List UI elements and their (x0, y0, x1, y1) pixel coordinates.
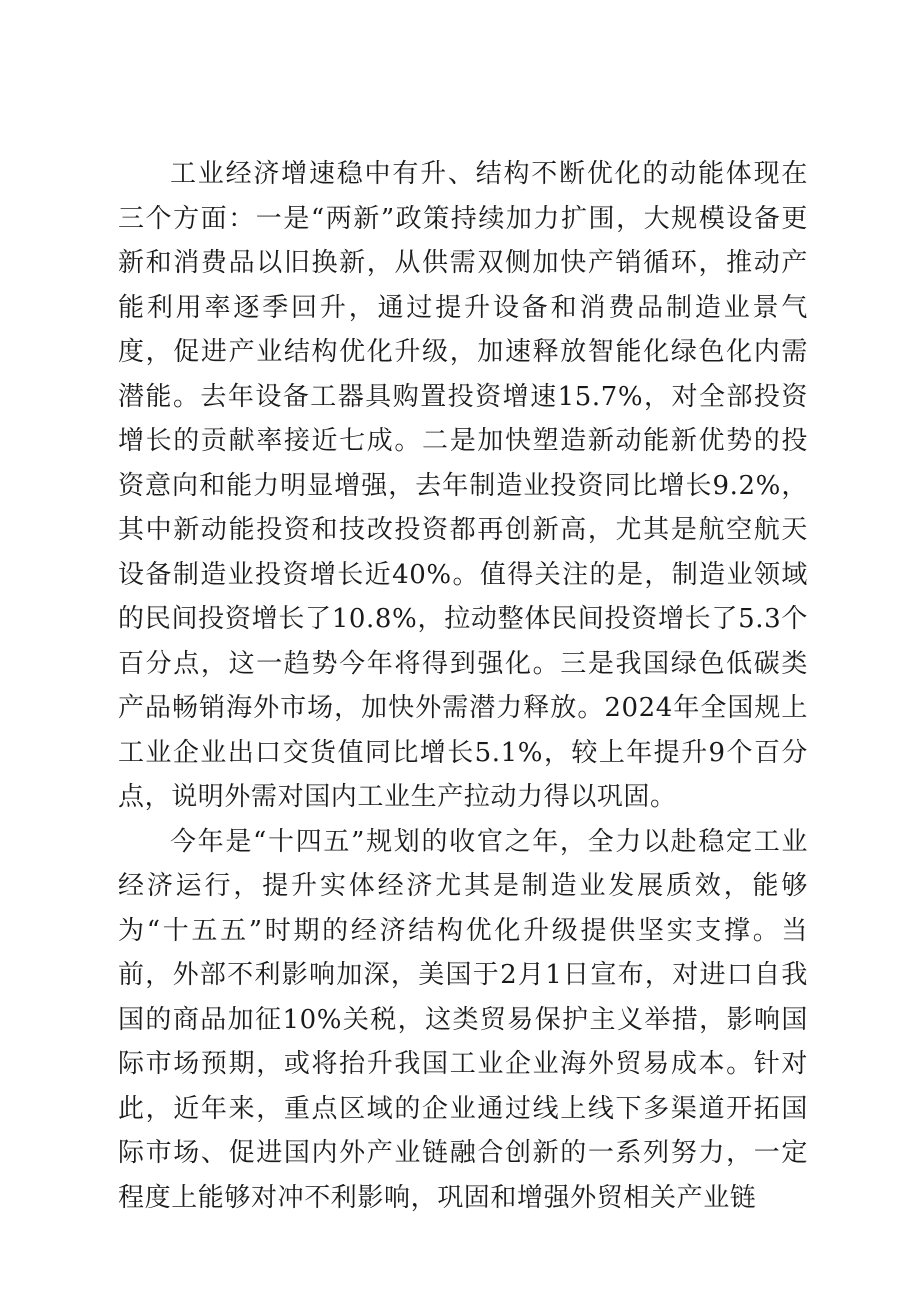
paragraph-industrial-economy-drivers: 工业经济增速稳中有升、结构不断优化的动能体现在三个方面：一是“两新”政策持续加力扩围，大规模设备更新和消费品以旧换新，从供需双侧加快产销循环，推动产能利用率逐季回升，通过提升设备和消费品制造业景气度，促进产业结构优化升级，加速释放智能化绿色化内需潜能。去年设备工器具购置投资增速15.7%，对全部投资增长的贡献率接近七成。二是加快塑造新动能新优势的投资意向和能力明显增强，去年制造业投资同比增长9.2%，其中新动能投资和技改投资都再创新高，尤其是航空航天设备制造业投资增长近40%。值得关注的是，制造业领域的民间投资增长了10.8%，拉动整体民间投资增长了5.3个百分点，这一趋势今年将得到强化。三是我国绿色低碳类产品畅销海外市场，加快外需潜力释放。2024年全国规上工业企业出口交货值同比增长5.1%，较上年提升9个百分点，说明外需对国内工业生产拉动力得以巩固。 (118, 159, 808, 812)
paragraph-14th-five-year-plan: 今年是“十四五”规划的收官之年，全力以赴稳定工业经济运行，提升实体经济尤其是制造业发展质效，能够为“十五五”时期的经济结构优化升级提供坚实支撑。当前，外部不利影响加深，美国于2月1日宣布，对进口自我国的商品加征10%关税，这类贸易保护主义举措，影响国际市场预期，或将抬升我国工业企业海外贸易成本。针对此，近年来，重点区域的企业通过线上线下多渠道开拓国际市场、促进国内外产业链融合创新的一系列努力，一定程度上能够对冲不利影响，巩固和增强外贸相关产业链 (118, 826, 808, 1213)
document-body (118, 152, 808, 1220)
